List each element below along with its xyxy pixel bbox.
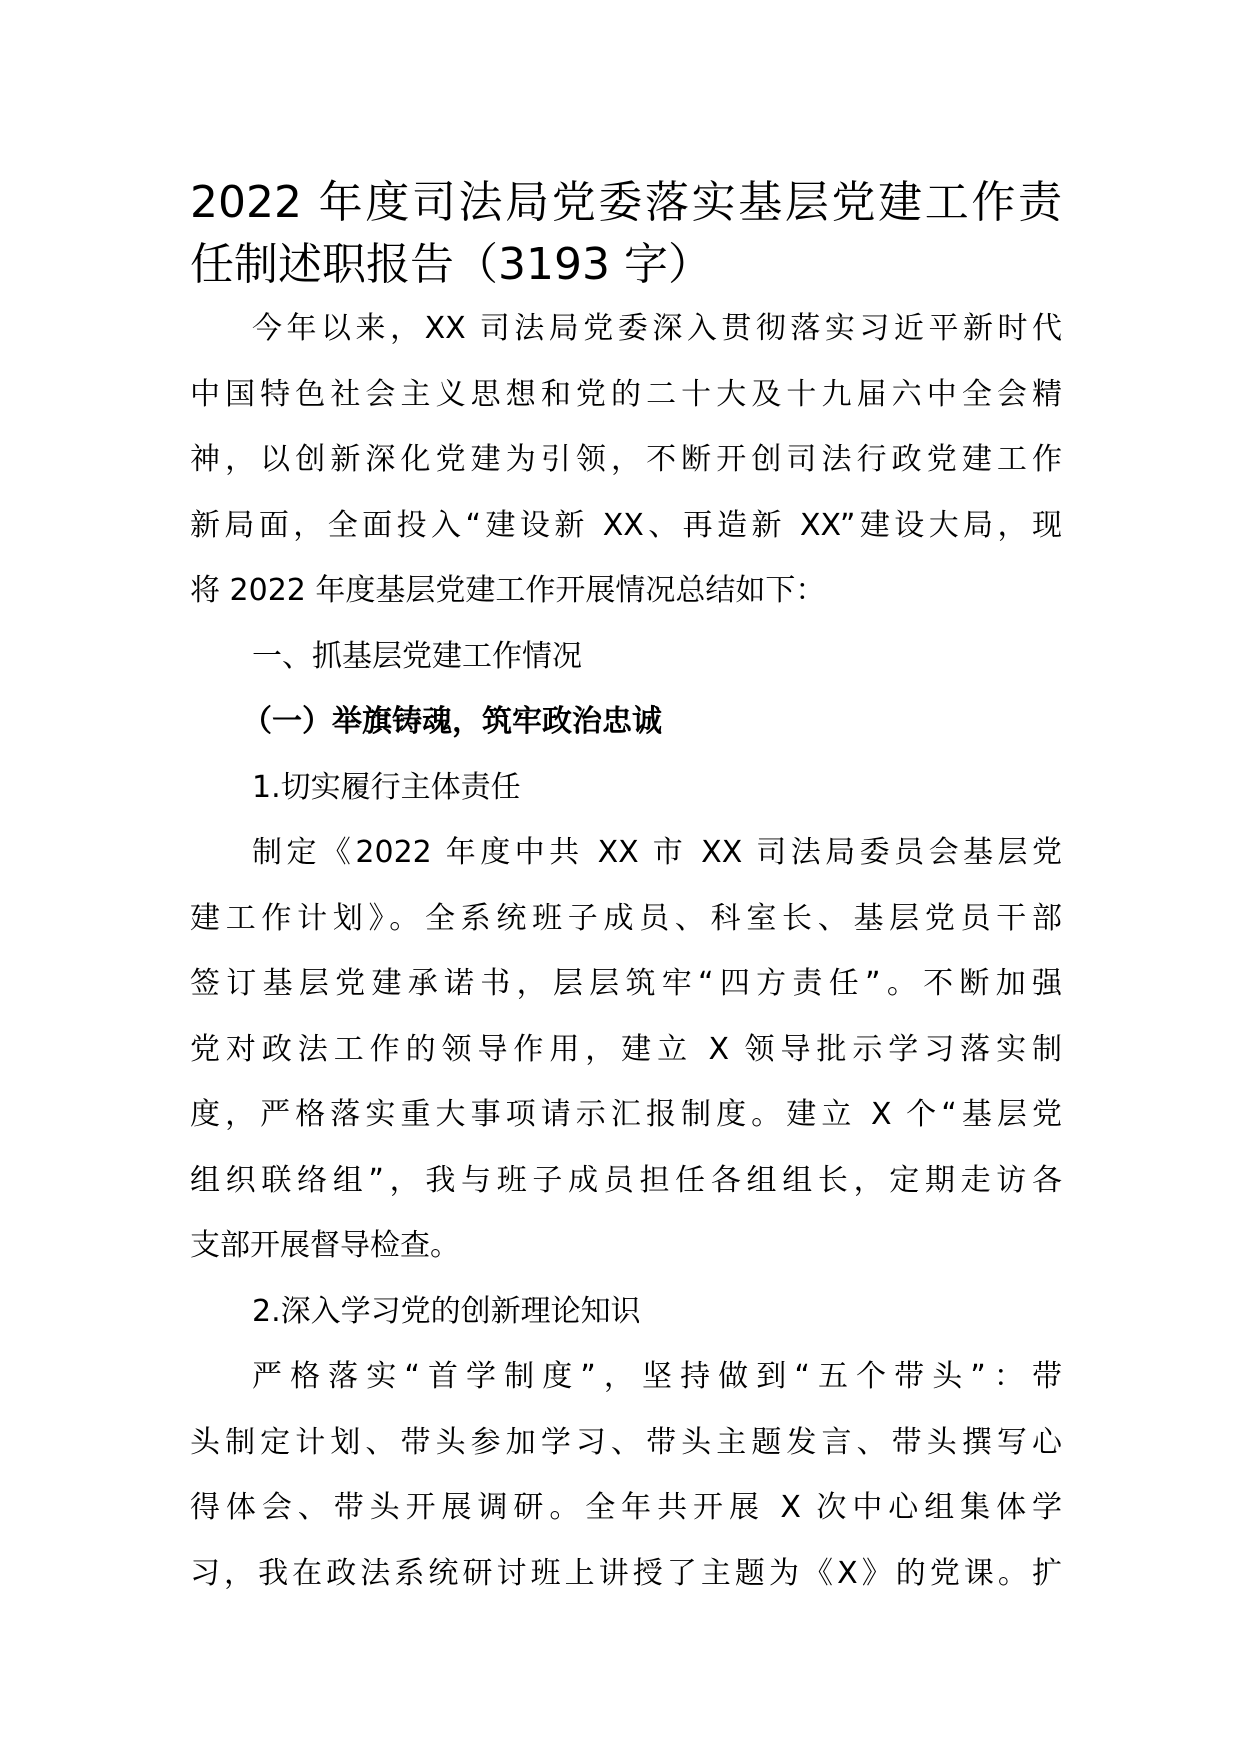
paragraph-line: 将 2022 年度基层党建工作开展情况总结如下： xyxy=(190,573,826,608)
document-title-line-2: 任制述职报告（3193 字） xyxy=(190,239,712,290)
document-title-line-1: 2022 年度司法局党委落实基层党建工作责 xyxy=(190,177,1062,228)
subheading-line: 2.深入学习党的创新理论知识 xyxy=(252,1293,641,1329)
paragraph-line: 习，我在政法系统研讨班上讲授了主题为《X》的党课。扩 xyxy=(190,1555,1062,1591)
paragraph-line: 党对政法工作的领导作用，建立 X 领导批示学习落实制 xyxy=(190,1031,1062,1067)
paragraph-line: 建工作计划》。全系统班子成员、科室长、基层党员干部 xyxy=(190,900,1062,936)
section-heading: （一）举旗铸魂，筑牢政治忠诚 xyxy=(242,704,662,739)
paragraph-line: 严格落实“首学制度”，坚持做到“五个带头”：带 xyxy=(252,1359,1062,1394)
paragraph-line: 制定《2022 年度中共 XX 市 XX 司法局委员会基层党 xyxy=(252,835,1062,870)
paragraph-line: 头制定计划、带头参加学习、带头主题发言、带头撰写心 xyxy=(190,1424,1062,1460)
subheading-line: 一、抓基层党建工作情况 xyxy=(252,638,582,674)
paragraph-line: 新局面，全面投入“建设新 XX、再造新 XX”建设大局，现 xyxy=(190,507,1062,543)
paragraph-line: 神，以创新深化党建为引领，不断开创司法行政党建工作 xyxy=(190,442,1062,477)
paragraph-line: 今年以来，XX 司法局党委深入贯彻落实习近平新时代 xyxy=(252,311,1062,346)
paragraph-line: 支部开展督导检查。 xyxy=(190,1228,460,1263)
document-body xyxy=(190,296,1062,1606)
paragraph-line: 签订基层党建承诺书，层层筑牢“四方责任”。不断加强 xyxy=(190,966,1062,1001)
subheading-line: 1.切实履行主体责任 xyxy=(252,769,521,805)
paragraph-line: 得体会、带头开展调研。全年共开展 X 次中心组集体学 xyxy=(190,1490,1062,1525)
paragraph-line: 度，严格落实重大事项请示汇报制度。建立 X 个“基层党 xyxy=(190,1097,1062,1132)
paragraph-line: 组织联络组”，我与班子成员担任各组组长，定期走访各 xyxy=(190,1162,1062,1198)
paragraph-line: 中国特色社会主义思想和党的二十大及十九届六中全会精 xyxy=(190,376,1062,412)
